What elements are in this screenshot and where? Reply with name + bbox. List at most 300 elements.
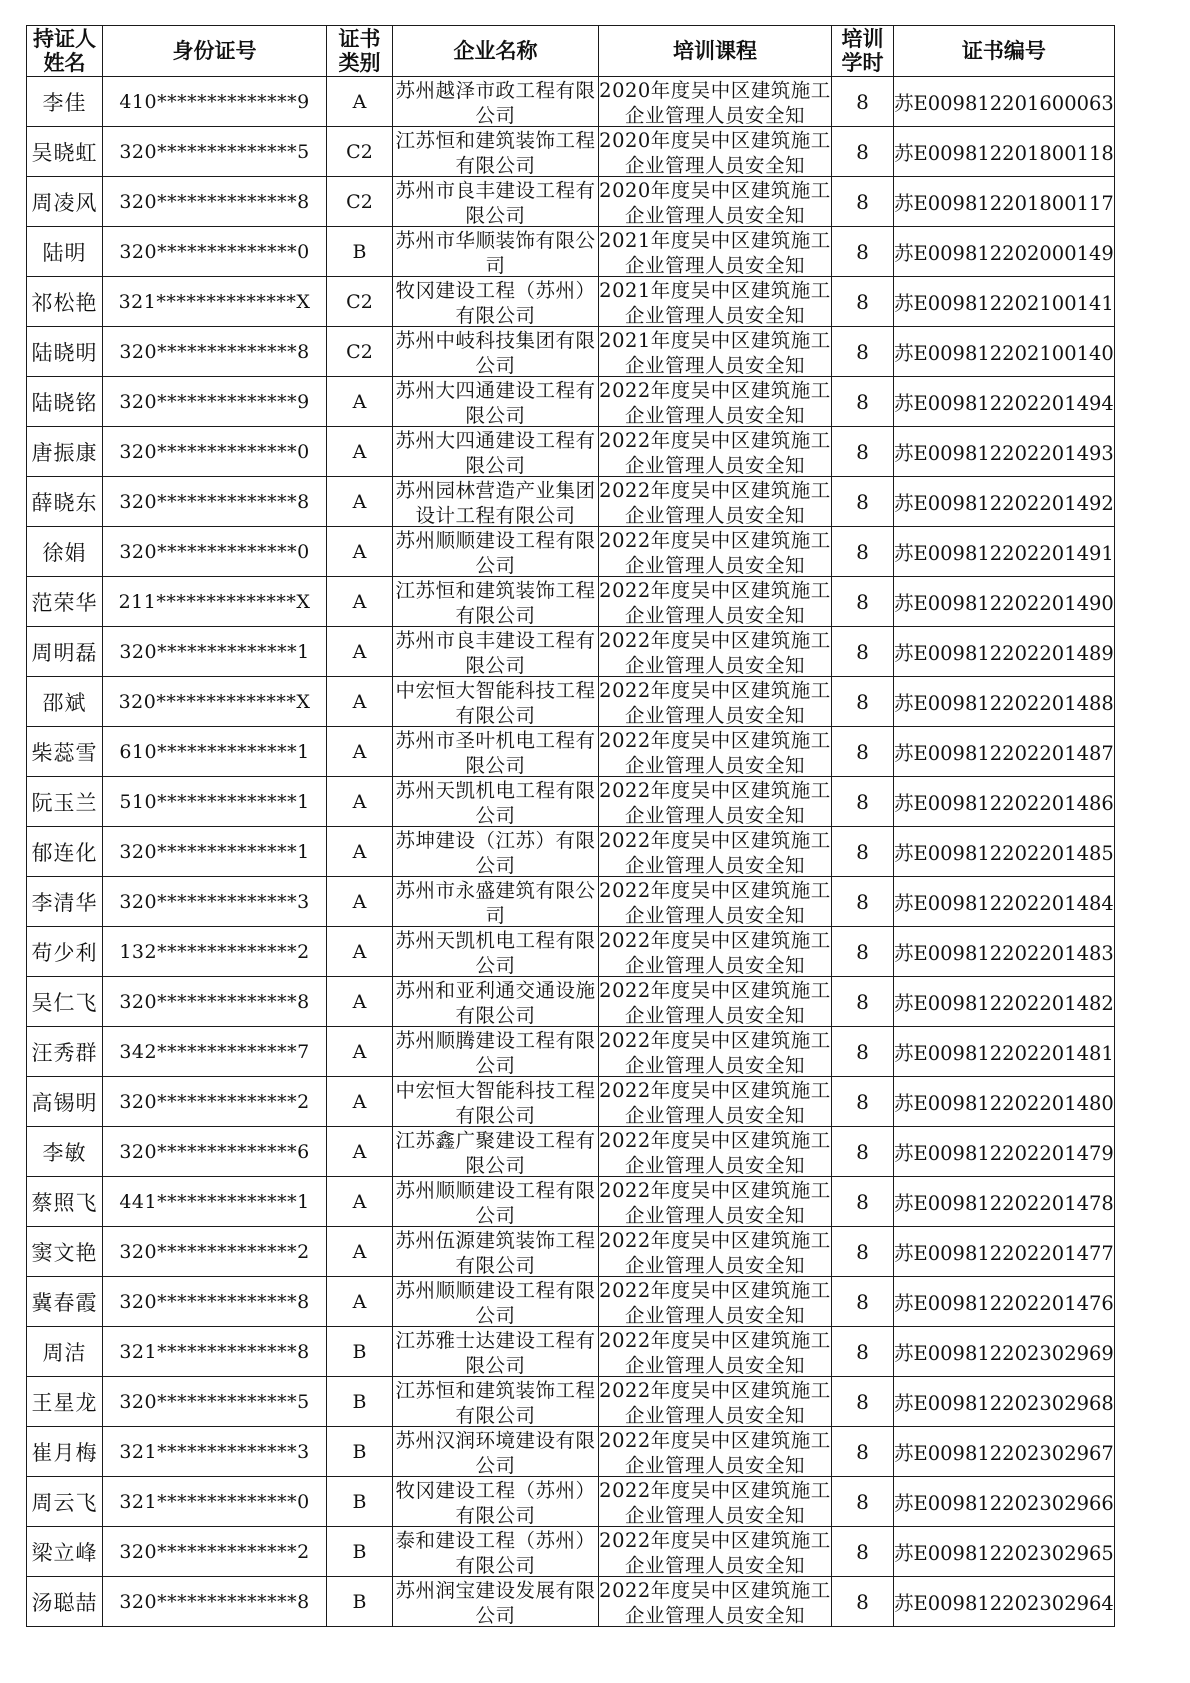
company-cell bbox=[393, 777, 599, 827]
company-cell bbox=[393, 1327, 599, 1377]
id-number: 441**************1 bbox=[103, 1177, 327, 1227]
company-name: 苏州伍源建筑装饰工程有限公司 bbox=[395, 1229, 596, 1276]
company-cell bbox=[393, 477, 599, 527]
training-hours: 8 bbox=[832, 1377, 894, 1427]
header-hours: 培训学时 bbox=[832, 26, 894, 77]
training-course: 2022年度吴中区建筑施工企业管理人员安全知 bbox=[599, 1529, 831, 1576]
company-cell bbox=[393, 527, 599, 577]
holder-name: 祁松艳 bbox=[27, 277, 103, 327]
id-number: 410**************9 bbox=[103, 77, 327, 127]
holder-name: 汤聪喆 bbox=[27, 1577, 103, 1627]
training-course: 2021年度吴中区建筑施工企业管理人员安全知 bbox=[599, 279, 831, 326]
training-hours: 8 bbox=[832, 227, 894, 277]
table-row bbox=[27, 227, 1115, 277]
cert-category: B bbox=[327, 1477, 393, 1527]
training-course: 2022年度吴中区建筑施工企业管理人员安全知 bbox=[599, 1379, 831, 1426]
training-hours: 8 bbox=[832, 527, 894, 577]
training-course: 2022年度吴中区建筑施工企业管理人员安全知 bbox=[599, 1029, 831, 1076]
cert-number: 苏E009812201600063 bbox=[894, 77, 1115, 127]
company-cell bbox=[393, 1177, 599, 1227]
holder-name: 冀春霞 bbox=[27, 1277, 103, 1327]
table-row bbox=[27, 1077, 1115, 1127]
holder-name: 蔡照飞 bbox=[27, 1177, 103, 1227]
cert-category: C2 bbox=[327, 127, 393, 177]
table-row bbox=[27, 1177, 1115, 1227]
header-company: 企业名称 bbox=[393, 26, 599, 77]
holder-name: 周洁 bbox=[27, 1327, 103, 1377]
cert-number: 苏E009812202302964 bbox=[894, 1577, 1115, 1627]
holder-name: 崔月梅 bbox=[27, 1427, 103, 1477]
holder-name: 邵斌 bbox=[27, 677, 103, 727]
cert-category: A bbox=[327, 827, 393, 877]
course-cell bbox=[599, 1227, 832, 1277]
holder-name: 高锡明 bbox=[27, 1077, 103, 1127]
cert-category: A bbox=[327, 1027, 393, 1077]
training-course: 2020年度吴中区建筑施工企业管理人员安全知 bbox=[599, 179, 831, 226]
cert-category: B bbox=[327, 1377, 393, 1427]
training-course: 2022年度吴中区建筑施工企业管理人员安全知 bbox=[599, 1229, 831, 1276]
cert-number: 苏E009812202100141 bbox=[894, 277, 1115, 327]
table-row bbox=[27, 277, 1115, 327]
cert-number: 苏E009812201800118 bbox=[894, 127, 1115, 177]
cert-category: A bbox=[327, 977, 393, 1027]
id-number: 211**************X bbox=[103, 577, 327, 627]
training-course: 2022年度吴中区建筑施工企业管理人员安全知 bbox=[599, 1479, 831, 1526]
table-row bbox=[27, 977, 1115, 1027]
cert-number: 苏E009812202201489 bbox=[894, 627, 1115, 677]
course-cell bbox=[599, 277, 832, 327]
company-cell bbox=[393, 577, 599, 627]
table-row bbox=[27, 1377, 1115, 1427]
training-course: 2020年度吴中区建筑施工企业管理人员安全知 bbox=[599, 129, 831, 176]
cert-number: 苏E009812202201480 bbox=[894, 1077, 1115, 1127]
table-body bbox=[27, 77, 1115, 1627]
training-hours: 8 bbox=[832, 1327, 894, 1377]
cert-category: C2 bbox=[327, 177, 393, 227]
id-number: 510**************1 bbox=[103, 777, 327, 827]
course-cell bbox=[599, 77, 832, 127]
id-number: 320**************9 bbox=[103, 377, 327, 427]
holder-name: 郁连化 bbox=[27, 827, 103, 877]
table-row bbox=[27, 527, 1115, 577]
training-course: 2022年度吴中区建筑施工企业管理人员安全知 bbox=[599, 929, 831, 976]
training-hours: 8 bbox=[832, 577, 894, 627]
cert-category: A bbox=[327, 427, 393, 477]
course-cell bbox=[599, 177, 832, 227]
id-number: 321**************8 bbox=[103, 1327, 327, 1377]
cert-number: 苏E009812202302969 bbox=[894, 1327, 1115, 1377]
training-course: 2022年度吴中区建筑施工企业管理人员安全知 bbox=[599, 829, 831, 876]
company-name: 苏州顺顺建设工程有限公司 bbox=[395, 1179, 596, 1226]
training-course: 2022年度吴中区建筑施工企业管理人员安全知 bbox=[599, 629, 831, 676]
cert-category: B bbox=[327, 1577, 393, 1627]
company-cell bbox=[393, 227, 599, 277]
cert-number: 苏E009812202201486 bbox=[894, 777, 1115, 827]
id-number: 320**************8 bbox=[103, 977, 327, 1027]
cert-category: A bbox=[327, 77, 393, 127]
id-number: 320**************5 bbox=[103, 127, 327, 177]
training-course: 2022年度吴中区建筑施工企业管理人员安全知 bbox=[599, 1329, 831, 1376]
table-row bbox=[27, 927, 1115, 977]
company-name: 中宏恒大智能科技工程有限公司 bbox=[395, 1079, 596, 1126]
id-number: 320**************0 bbox=[103, 227, 327, 277]
company-name: 苏州大四通建设工程有限公司 bbox=[395, 429, 596, 476]
cert-number: 苏E009812202201493 bbox=[894, 427, 1115, 477]
cert-number: 苏E009812202302968 bbox=[894, 1377, 1115, 1427]
course-cell bbox=[599, 727, 832, 777]
training-course: 2022年度吴中区建筑施工企业管理人员安全知 bbox=[599, 579, 831, 626]
cert-number: 苏E009812202302966 bbox=[894, 1477, 1115, 1527]
company-name: 江苏鑫广聚建设工程有限公司 bbox=[395, 1129, 596, 1176]
course-cell bbox=[599, 1377, 832, 1427]
id-number: 320**************0 bbox=[103, 427, 327, 477]
cert-category: A bbox=[327, 677, 393, 727]
table-row bbox=[27, 577, 1115, 627]
training-hours: 8 bbox=[832, 677, 894, 727]
training-course: 2022年度吴中区建筑施工企业管理人员安全知 bbox=[599, 1179, 831, 1226]
course-cell bbox=[599, 227, 832, 277]
cert-number: 苏E009812202201494 bbox=[894, 377, 1115, 427]
company-cell bbox=[393, 677, 599, 727]
training-hours: 8 bbox=[832, 977, 894, 1027]
training-hours: 8 bbox=[832, 1577, 894, 1627]
training-course: 2022年度吴中区建筑施工企业管理人员安全知 bbox=[599, 529, 831, 576]
holder-name: 苟少利 bbox=[27, 927, 103, 977]
company-cell bbox=[393, 1027, 599, 1077]
training-course: 2022年度吴中区建筑施工企业管理人员安全知 bbox=[599, 779, 831, 826]
course-cell bbox=[599, 527, 832, 577]
course-cell bbox=[599, 1127, 832, 1177]
id-number: 320**************3 bbox=[103, 877, 327, 927]
holder-name: 薛晓东 bbox=[27, 477, 103, 527]
course-cell bbox=[599, 927, 832, 977]
id-number: 320**************8 bbox=[103, 1277, 327, 1327]
training-course: 2022年度吴中区建筑施工企业管理人员安全知 bbox=[599, 379, 831, 426]
company-name: 江苏恒和建筑装饰工程有限公司 bbox=[395, 129, 596, 176]
cert-number: 苏E009812202201487 bbox=[894, 727, 1115, 777]
id-number: 320**************8 bbox=[103, 327, 327, 377]
cert-category: A bbox=[327, 377, 393, 427]
company-name: 苏州市圣叶机电工程有限公司 bbox=[395, 729, 596, 776]
training-course: 2022年度吴中区建筑施工企业管理人员安全知 bbox=[599, 1129, 831, 1176]
table-header bbox=[27, 26, 1115, 77]
id-number: 320**************8 bbox=[103, 1577, 327, 1627]
company-name: 苏州和亚利通交通设施有限公司 bbox=[395, 979, 596, 1026]
holder-name: 柴蕊雪 bbox=[27, 727, 103, 777]
table-row bbox=[27, 1527, 1115, 1577]
course-cell bbox=[599, 1527, 832, 1577]
holder-name: 阮玉兰 bbox=[27, 777, 103, 827]
cert-number: 苏E009812202201476 bbox=[894, 1277, 1115, 1327]
holder-name: 徐娟 bbox=[27, 527, 103, 577]
company-cell bbox=[393, 327, 599, 377]
id-number: 320**************2 bbox=[103, 1227, 327, 1277]
company-cell bbox=[393, 1077, 599, 1127]
company-name: 江苏恒和建筑装饰工程有限公司 bbox=[395, 1379, 596, 1426]
cert-category: B bbox=[327, 1327, 393, 1377]
course-cell bbox=[599, 1427, 832, 1477]
company-name: 苏州园林营造产业集团设计工程有限公司 bbox=[395, 479, 596, 526]
course-cell bbox=[599, 627, 832, 677]
company-name: 中宏恒大智能科技工程有限公司 bbox=[395, 679, 596, 726]
table-row bbox=[27, 627, 1115, 677]
id-number: 320**************1 bbox=[103, 827, 327, 877]
company-name: 苏州汉润环境建设有限公司 bbox=[395, 1429, 596, 1476]
training-hours: 8 bbox=[832, 777, 894, 827]
cert-number: 苏E009812202201484 bbox=[894, 877, 1115, 927]
table-row bbox=[27, 1577, 1115, 1627]
training-course: 2022年度吴中区建筑施工企业管理人员安全知 bbox=[599, 479, 831, 526]
cert-category: A bbox=[327, 577, 393, 627]
holder-name: 李清华 bbox=[27, 877, 103, 927]
holder-name: 陆明 bbox=[27, 227, 103, 277]
training-hours: 8 bbox=[832, 727, 894, 777]
training-course: 2022年度吴中区建筑施工企业管理人员安全知 bbox=[599, 729, 831, 776]
training-course: 2022年度吴中区建筑施工企业管理人员安全知 bbox=[599, 679, 831, 726]
table-row bbox=[27, 777, 1115, 827]
training-hours: 8 bbox=[832, 177, 894, 227]
cert-number: 苏E009812202201490 bbox=[894, 577, 1115, 627]
holder-name: 李佳 bbox=[27, 77, 103, 127]
cert-category: B bbox=[327, 1427, 393, 1477]
training-hours: 8 bbox=[832, 427, 894, 477]
company-name: 苏州市永盛建筑有限公司 bbox=[395, 879, 596, 926]
holder-name: 吴晓虹 bbox=[27, 127, 103, 177]
table-row bbox=[27, 77, 1115, 127]
cert-number: 苏E009812202201492 bbox=[894, 477, 1115, 527]
holder-name: 周凌风 bbox=[27, 177, 103, 227]
id-number: 321**************X bbox=[103, 277, 327, 327]
training-course: 2022年度吴中区建筑施工企业管理人员安全知 bbox=[599, 1079, 831, 1126]
company-cell bbox=[393, 77, 599, 127]
company-cell bbox=[393, 1527, 599, 1577]
course-cell bbox=[599, 427, 832, 477]
course-cell bbox=[599, 977, 832, 1027]
course-cell bbox=[599, 777, 832, 827]
course-cell bbox=[599, 1327, 832, 1377]
company-cell bbox=[393, 727, 599, 777]
cert-number: 苏E009812202302965 bbox=[894, 1527, 1115, 1577]
training-hours: 8 bbox=[832, 1477, 894, 1527]
table-row bbox=[27, 477, 1115, 527]
company-name: 苏州天凯机电工程有限公司 bbox=[395, 929, 596, 976]
company-name: 泰和建设工程（苏州）有限公司 bbox=[395, 1529, 596, 1576]
company-name: 苏州大四通建设工程有限公司 bbox=[395, 379, 596, 426]
cert-number: 苏E009812202302967 bbox=[894, 1427, 1115, 1477]
cert-number: 苏E009812202201491 bbox=[894, 527, 1115, 577]
holder-name: 汪秀群 bbox=[27, 1027, 103, 1077]
table-row bbox=[27, 1227, 1115, 1277]
id-number: 320**************1 bbox=[103, 627, 327, 677]
course-cell bbox=[599, 1577, 832, 1627]
training-hours: 8 bbox=[832, 77, 894, 127]
table-row bbox=[27, 677, 1115, 727]
table-row bbox=[27, 1027, 1115, 1077]
cert-category: B bbox=[327, 227, 393, 277]
training-hours: 8 bbox=[832, 1027, 894, 1077]
company-name: 牧冈建设工程（苏州）有限公司 bbox=[395, 279, 596, 326]
table-row bbox=[27, 727, 1115, 777]
training-course: 2022年度吴中区建筑施工企业管理人员安全知 bbox=[599, 1429, 831, 1476]
training-hours: 8 bbox=[832, 277, 894, 327]
company-cell bbox=[393, 627, 599, 677]
company-name: 牧冈建设工程（苏州）有限公司 bbox=[395, 1479, 596, 1526]
holder-name: 唐振康 bbox=[27, 427, 103, 477]
cert-category: A bbox=[327, 1277, 393, 1327]
table-row bbox=[27, 1127, 1115, 1177]
table-row bbox=[27, 1427, 1115, 1477]
holder-name: 周明磊 bbox=[27, 627, 103, 677]
id-number: 320**************8 bbox=[103, 477, 327, 527]
company-name: 江苏恒和建筑装饰工程有限公司 bbox=[395, 579, 596, 626]
id-number: 320**************8 bbox=[103, 177, 327, 227]
company-name: 苏州顺顺建设工程有限公司 bbox=[395, 529, 596, 576]
id-number: 320**************6 bbox=[103, 1127, 327, 1177]
table-row bbox=[27, 1277, 1115, 1327]
table-row bbox=[27, 327, 1115, 377]
course-cell bbox=[599, 1177, 832, 1227]
id-number: 320**************0 bbox=[103, 527, 327, 577]
course-cell bbox=[599, 877, 832, 927]
table-row bbox=[27, 1327, 1115, 1377]
cert-number: 苏E009812202201481 bbox=[894, 1027, 1115, 1077]
table-row bbox=[27, 177, 1115, 227]
company-cell bbox=[393, 127, 599, 177]
cert-number: 苏E009812201800117 bbox=[894, 177, 1115, 227]
training-course: 2022年度吴中区建筑施工企业管理人员安全知 bbox=[599, 879, 831, 926]
table-row bbox=[27, 427, 1115, 477]
company-cell bbox=[393, 427, 599, 477]
course-cell bbox=[599, 477, 832, 527]
holder-name: 梁立峰 bbox=[27, 1527, 103, 1577]
course-cell bbox=[599, 827, 832, 877]
cert-category: A bbox=[327, 727, 393, 777]
cert-number: 苏E009812202201483 bbox=[894, 927, 1115, 977]
company-cell bbox=[393, 1577, 599, 1627]
cert-category: A bbox=[327, 1127, 393, 1177]
training-hours: 8 bbox=[832, 827, 894, 877]
cert-category: A bbox=[327, 1227, 393, 1277]
company-cell bbox=[393, 877, 599, 927]
course-cell bbox=[599, 577, 832, 627]
training-hours: 8 bbox=[832, 1527, 894, 1577]
cert-number: 苏E009812202201477 bbox=[894, 1227, 1115, 1277]
company-name: 苏州市华顺装饰有限公司 bbox=[395, 229, 596, 276]
id-number: 320**************5 bbox=[103, 1377, 327, 1427]
holder-name: 周云飞 bbox=[27, 1477, 103, 1527]
company-cell bbox=[393, 1127, 599, 1177]
cert-category: A bbox=[327, 927, 393, 977]
cert-category: A bbox=[327, 477, 393, 527]
course-cell bbox=[599, 327, 832, 377]
company-cell bbox=[393, 377, 599, 427]
cert-category: A bbox=[327, 1077, 393, 1127]
course-cell bbox=[599, 377, 832, 427]
course-cell bbox=[599, 1077, 832, 1127]
header-row bbox=[27, 26, 1115, 77]
table-row bbox=[27, 127, 1115, 177]
course-cell bbox=[599, 1027, 832, 1077]
company-name: 苏州润宝建设发展有限公司 bbox=[395, 1579, 596, 1626]
company-cell bbox=[393, 977, 599, 1027]
training-course: 2021年度吴中区建筑施工企业管理人员安全知 bbox=[599, 229, 831, 276]
training-course: 2022年度吴中区建筑施工企业管理人员安全知 bbox=[599, 429, 831, 476]
training-hours: 8 bbox=[832, 627, 894, 677]
training-course: 2022年度吴中区建筑施工企业管理人员安全知 bbox=[599, 979, 831, 1026]
company-name: 苏州市良丰建设工程有限公司 bbox=[395, 179, 596, 226]
training-hours: 8 bbox=[832, 1227, 894, 1277]
cert-number: 苏E009812202201479 bbox=[894, 1127, 1115, 1177]
training-hours: 8 bbox=[832, 1077, 894, 1127]
training-course: 2022年度吴中区建筑施工企业管理人员安全知 bbox=[599, 1579, 831, 1626]
id-number: 320**************X bbox=[103, 677, 327, 727]
holder-name: 吴仁飞 bbox=[27, 977, 103, 1027]
id-number: 610**************1 bbox=[103, 727, 327, 777]
training-course: 2021年度吴中区建筑施工企业管理人员安全知 bbox=[599, 329, 831, 376]
holder-name: 李敏 bbox=[27, 1127, 103, 1177]
training-hours: 8 bbox=[832, 1277, 894, 1327]
company-cell bbox=[393, 1427, 599, 1477]
training-course: 2020年度吴中区建筑施工企业管理人员安全知 bbox=[599, 79, 831, 126]
course-cell bbox=[599, 1277, 832, 1327]
id-number: 342**************7 bbox=[103, 1027, 327, 1077]
holder-name: 陆晓明 bbox=[27, 327, 103, 377]
cert-number: 苏E009812202201478 bbox=[894, 1177, 1115, 1227]
id-number: 321**************3 bbox=[103, 1427, 327, 1477]
header-cert: 证书编号 bbox=[894, 26, 1115, 77]
id-number: 320**************2 bbox=[103, 1527, 327, 1577]
cert-number: 苏E009812202100140 bbox=[894, 327, 1115, 377]
company-name: 苏州中岐科技集团有限公司 bbox=[395, 329, 596, 376]
cert-number: 苏E009812202201482 bbox=[894, 977, 1115, 1027]
header-course: 培训课程 bbox=[599, 26, 832, 77]
cert-category: A bbox=[327, 627, 393, 677]
training-hours: 8 bbox=[832, 1177, 894, 1227]
table-row bbox=[27, 377, 1115, 427]
holder-name: 窦文艳 bbox=[27, 1227, 103, 1277]
id-number: 132**************2 bbox=[103, 927, 327, 977]
header-id: 身份证号 bbox=[103, 26, 327, 77]
company-name: 苏州顺顺建设工程有限公司 bbox=[395, 1279, 596, 1326]
table-row bbox=[27, 827, 1115, 877]
training-hours: 8 bbox=[832, 377, 894, 427]
company-cell bbox=[393, 827, 599, 877]
cert-number: 苏E009812202201488 bbox=[894, 677, 1115, 727]
holder-name: 范荣华 bbox=[27, 577, 103, 627]
holder-name: 陆晓铭 bbox=[27, 377, 103, 427]
training-hours: 8 bbox=[832, 1127, 894, 1177]
company-cell bbox=[393, 1277, 599, 1327]
training-hours: 8 bbox=[832, 127, 894, 177]
training-hours: 8 bbox=[832, 1427, 894, 1477]
cert-category: C2 bbox=[327, 277, 393, 327]
company-name: 苏州市良丰建设工程有限公司 bbox=[395, 629, 596, 676]
training-hours: 8 bbox=[832, 877, 894, 927]
course-cell bbox=[599, 1477, 832, 1527]
training-hours: 8 bbox=[832, 327, 894, 377]
holder-name: 王星龙 bbox=[27, 1377, 103, 1427]
header-category: 证书类别 bbox=[327, 26, 393, 77]
training-course: 2022年度吴中区建筑施工企业管理人员安全知 bbox=[599, 1279, 831, 1326]
company-cell bbox=[393, 1227, 599, 1277]
cert-category: A bbox=[327, 1177, 393, 1227]
company-name: 江苏雅士达建设工程有限公司 bbox=[395, 1329, 596, 1376]
cert-number: 苏E009812202201485 bbox=[894, 827, 1115, 877]
company-cell bbox=[393, 1477, 599, 1527]
table-row bbox=[27, 877, 1115, 927]
cert-category: A bbox=[327, 877, 393, 927]
id-number: 321**************0 bbox=[103, 1477, 327, 1527]
